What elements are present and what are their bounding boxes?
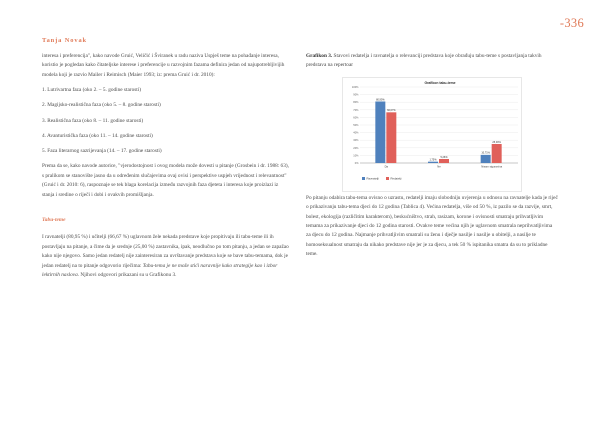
chart-caption <box>306 52 558 71</box>
data-label: 10,71% <box>481 151 490 155</box>
bar <box>386 112 396 163</box>
section-heading: Tabu-teme <box>42 217 66 224</box>
bar <box>492 144 502 163</box>
left-column <box>42 52 290 287</box>
list-item: 1. Lutrivartna faza (oko 2. – 5. godine starosti) <box>42 87 141 94</box>
list-item: 5. Faza literarnog sazrijevanja (14. – 17. godine starosti) <box>42 148 162 155</box>
legend-swatch <box>362 177 365 180</box>
page-number: -336 <box>559 16 584 30</box>
right-column <box>306 52 558 266</box>
list-item: 2. Magijsko-realistična faza (oko 5. – 8. godine starosti) <box>42 102 161 109</box>
y-tick-label: 40% <box>353 131 359 135</box>
legend-label: Redatelji <box>390 176 402 181</box>
x-tick-label: Da <box>384 165 389 169</box>
chart-container <box>342 77 522 192</box>
y-tick-label: 70% <box>353 108 359 112</box>
list-item: 4. Avanturistička faza (oko 11. – 14. godine starosti) <box>42 132 153 139</box>
body-paragraph: Po pitanju odabira tabu-tema ovisno o uzrastu, redatelji imaju slobodniju uvjerenja u odnosu na ravnatelje kada je riječ o prikazivanju tabu-tema djeci do 12 godina (Tablica 4). Većina redatelja, više od 50 %, iz pazilo se da razvije, smrt, bolest, ekologija (različitim karakterom), beskućništvo, strah, rasizam, korone i ovisnosti smatraju prihvatljivim temama za prikazivanje djeci do 12 godina starosti. Ovakve teme većina njih je uglavnom smatrala neprihvatljivima za djecu do 12 godina. Najmanje prihvatljivim smatrali su ženu i dječje nasilje i nasilje u obitelji, a nasilje te homoseksualnost smatraju da nikako predstave nije jer je za djecu, a tek 50 % ispitanika smatra da su to prikladne teme. <box>306 194 558 258</box>
bar <box>375 101 385 163</box>
body-paragraph: Prema da se, kako navode autorice, "vjerodostojnost i ovog modela može dovesti u pitanje (Grosbein i dr. 1988: 63), s pralikom se stanovište jasno da u određenim slučajevima ovaj ovisi i perspektive uspjeh vrijednost i relevantnost" (Gruić i dr. 2010: 6), raspoznaje se tek blaga korelacija između razvojnih faza djeteta i interesa koje proizlazi iz stanja i sredine o riječi i dobi i ovakvih promišljanja. <box>42 163 289 198</box>
body-text: I ravnatelji (80,95 %) i učitelji (66,67 %) uglavnom žele nekada predstave koje propitivaju ili tabu-teme ili ih postavljaju na pitanje, a čime da je srednje (25,00 %) zastavnika, ipak, neodlučno po tom pitanju, a jedan se zapažao kako nije njegovo. Samo jedan redatelj nije zainteresiran za uvrštavanje predstava koje se bave tabu-temama, dok je jedan redatelj na to pitanje odgovorio riječima: <box>42 234 289 269</box>
data-label: 1,75% <box>429 158 437 162</box>
y-tick-label: 50% <box>353 123 359 127</box>
bar <box>439 159 449 163</box>
legend-swatch <box>386 177 389 180</box>
data-label: 80,95% <box>376 98 385 102</box>
y-tick-label: 10% <box>353 154 359 158</box>
x-tick-label: Nisam siguran/na <box>481 165 503 169</box>
body-text: Njihovi odgovori prikazani su u Grafikonu 3. <box>79 272 177 279</box>
chart-title: Grafikon tabu-teme <box>424 80 456 85</box>
data-label: 66,67% <box>387 108 396 112</box>
list-item: 3. Realistična faza (oko 8. – 11. godine starosti) <box>42 117 144 124</box>
y-tick-label: 20% <box>353 146 359 150</box>
x-tick-label: Ne <box>437 165 441 169</box>
y-tick-label: 80% <box>353 101 359 105</box>
author-header: Tanja Novak <box>42 37 88 44</box>
phase-list <box>42 86 290 156</box>
y-tick-label: 30% <box>353 139 359 143</box>
data-label: 5,26% <box>440 155 448 159</box>
intro-paragraph: interesa i preferencija", kako navode Gruić, Veličić i Šviranek u radu naziva Uspješ teme na pohađanje interesa, koristio je pogledan kako čitateljske interese i preferencije u razvojnim fazama definira jedan od najupotrebljivijih modela koji je razvio Mailer i Reimisch (Maier 1993; iz: prema Gruić i dr. 2010): <box>42 53 285 78</box>
y-tick-label: 0% <box>354 161 359 165</box>
y-tick-label: 60% <box>353 116 359 120</box>
data-label: 25,00% <box>492 140 501 144</box>
caption-text: Stavovi redatelja i ravnatelja o relevanciji predstava koje obrađuju tabu-teme s postavljanja takvih predstava na repertoar <box>306 53 542 69</box>
body-paragraph <box>42 233 290 280</box>
quote-text: Tabu-tema je ne može stići naravnije kako strategije kao i izbor lektirnih naslova. <box>42 262 278 279</box>
bar-chart <box>342 77 522 192</box>
y-tick-label: 90% <box>353 93 359 97</box>
caption-label: Grafikon 3. <box>306 53 333 59</box>
bar <box>428 161 438 162</box>
legend-label: Ravnatelji <box>366 176 379 181</box>
bar <box>481 155 491 163</box>
y-tick-label: 100% <box>351 85 359 89</box>
